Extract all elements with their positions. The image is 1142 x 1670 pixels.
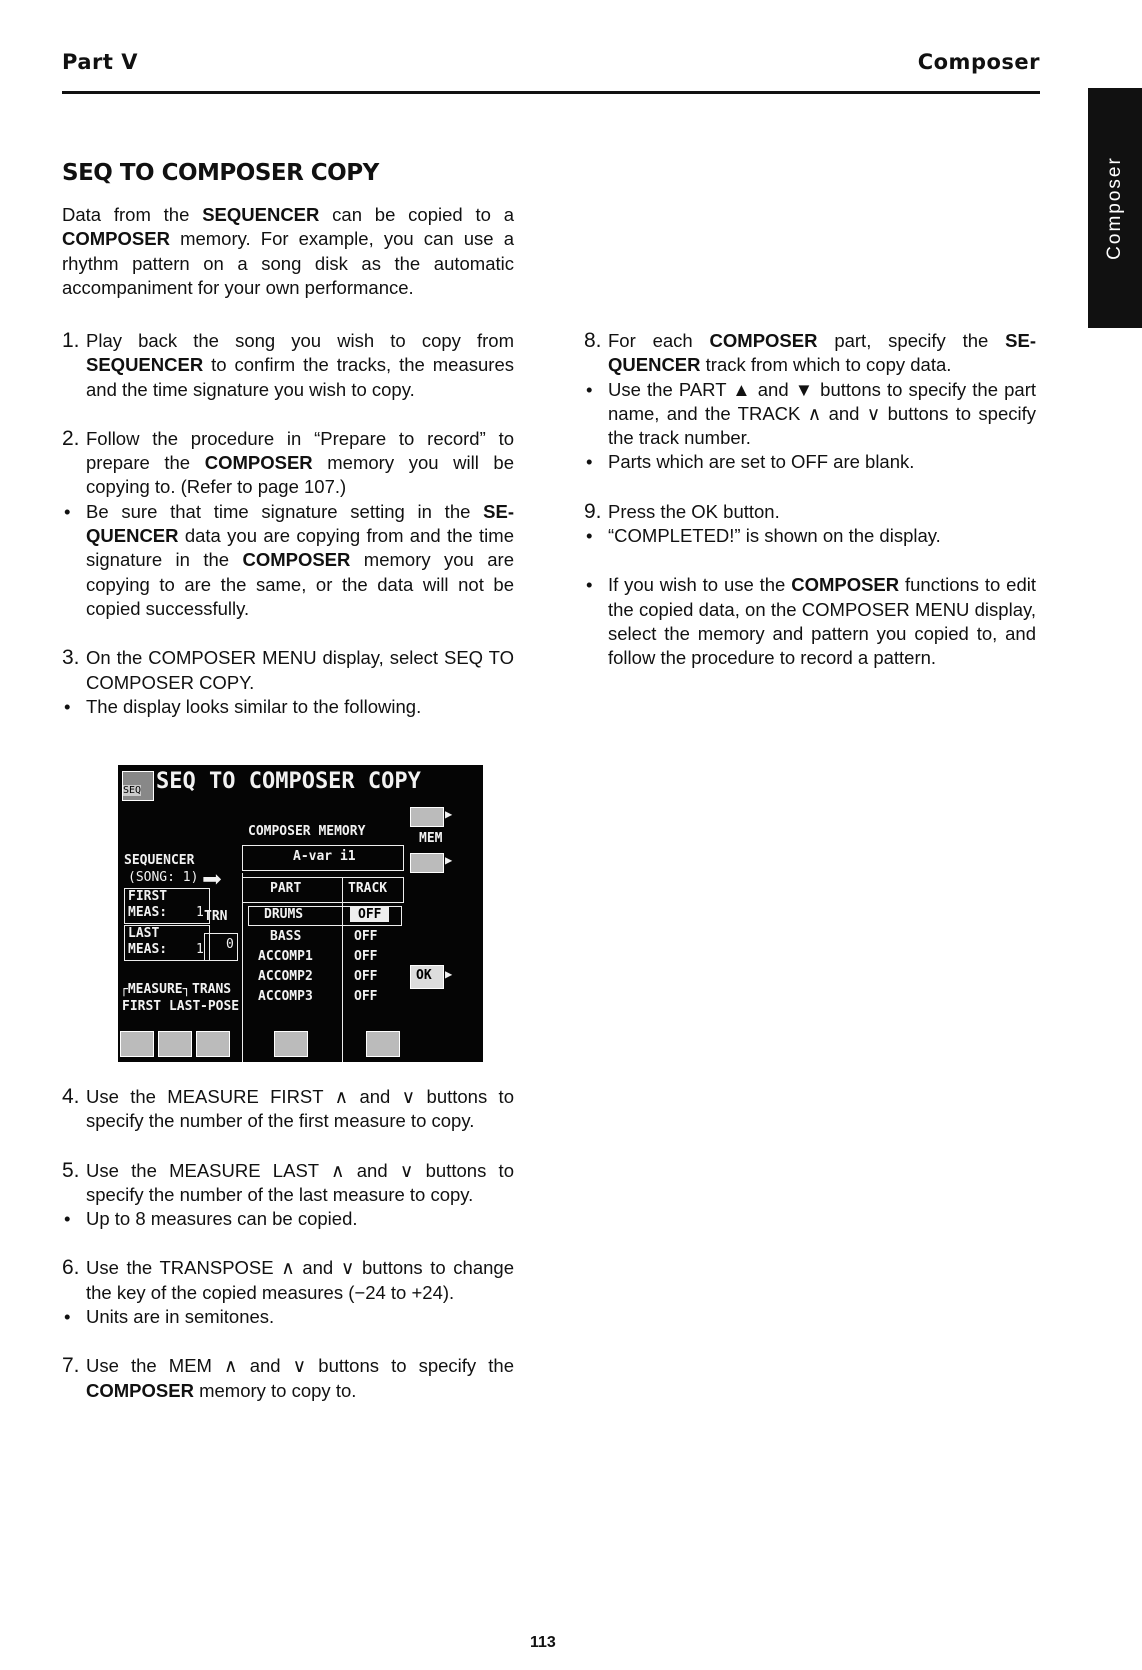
measure-first-button-icon[interactable] <box>120 1031 154 1057</box>
song-label: (SONG: 1) <box>128 870 199 885</box>
first-label: FIRST <box>128 889 168 904</box>
part-button-icon[interactable] <box>274 1031 308 1057</box>
step-8-bullet-2: • Parts which are set to OFF are blank. <box>584 450 1036 474</box>
part-name: BASS <box>270 929 302 944</box>
right-column <box>584 329 1036 671</box>
intro-paragraph: Data from the SEQUENCER can be copied to a COMPOSER memory. For example, you can use a rhythm pattern on a song disk as the automatic accompaniment for your own performance. <box>62 204 514 298</box>
display-title: SEQ TO COMPOSER COPY <box>156 769 421 794</box>
step-2-bullet: • Be sure that time signature setting in the SE-QUENCER data you are copying from and the time signature in the COMPOSER memory you are copying to are the same, or the data will not be copied successfully. <box>62 500 514 621</box>
lcd-display <box>118 765 483 1062</box>
track-header: TRACK <box>348 881 388 896</box>
trans-label: TRANS <box>192 982 232 997</box>
pose-label: -POSE <box>200 999 240 1014</box>
side-tab <box>1088 88 1142 328</box>
step-5: 5. Use the MEASURE LAST ∧ and ∨ buttons to specify the number of the last measure to copy. <box>62 1158 514 1205</box>
last-label: LAST <box>128 926 160 941</box>
transfer-arrow-icon: ➡ <box>202 860 223 900</box>
track-value-selected: OFF <box>350 907 389 922</box>
part-name: DRUMS <box>264 907 304 922</box>
step-4: 4. Use the MEASURE FIRST ∧ and ∨ buttons to specify the number of the first measure to copy. <box>62 1085 514 1132</box>
mem-up-arrow-icon: ▶ <box>445 807 453 821</box>
step-9: 9. Press the OK button. <box>584 499 780 523</box>
step-6: 6. Use the TRANSPOSE ∧ and ∨ buttons to change the key of the copied measures (−24 to +24). <box>62 1256 514 1303</box>
track-value: OFF <box>354 929 378 944</box>
ok-label: OK <box>416 968 432 983</box>
header-part: Part V <box>62 50 138 74</box>
ok-arrow-icon: ▶ <box>445 967 453 981</box>
mem-label: MEM <box>419 831 443 846</box>
mem-up-icon <box>410 807 444 827</box>
header-rule <box>62 91 1040 94</box>
step-3: 3. On the COMPOSER MENU display, select SEQ TO COMPOSER COPY. <box>62 646 514 693</box>
side-tab-label: Composer <box>1104 156 1125 260</box>
step-9-bullet: • “COMPLETED!” is shown on the display. <box>584 524 1036 548</box>
step-1: 1. Play back the song you wish to copy from SEQUENCER to confirm the tracks, the measures and the time signature you wish to copy. <box>62 329 514 400</box>
sequencer-label: SEQUENCER <box>124 853 195 868</box>
part-name: ACCOMP3 <box>258 989 313 1004</box>
mem-down-icon <box>410 853 444 873</box>
part-name: ACCOMP1 <box>258 949 313 964</box>
track-value: OFF <box>354 969 378 984</box>
first-meas-value: 1 <box>196 905 204 920</box>
step-3-bullet: • The display looks similar to the following. <box>62 695 514 719</box>
measure-last-button-icon[interactable] <box>158 1031 192 1057</box>
mem-down-arrow-icon: ▶ <box>445 853 453 867</box>
step-5-bullet: • Up to 8 measures can be copied. <box>62 1207 514 1231</box>
track-button-icon[interactable] <box>366 1031 400 1057</box>
first-last-label: FIRST LAST <box>122 999 201 1014</box>
step-6-bullet: • Units are in semitones. <box>62 1305 514 1329</box>
seq-icon-label: SEQ <box>123 785 142 796</box>
composer-memory-label: COMPOSER MEMORY <box>248 824 366 839</box>
step-8-bullet-1: • Use the PART ▲ and ▼ buttons to specify the part name, and the TRACK ∧ and ∨ buttons to specify the track number. <box>584 378 1036 451</box>
page-title: SEQ TO COMPOSER COPY <box>62 160 379 186</box>
step-2: 2. Follow the procedure in “Prepare to record” to prepare the COMPOSER memory you will be copying to. (Refer to page 107.) <box>62 426 515 498</box>
trn-value: 0 <box>226 937 234 952</box>
page-number: 113 <box>530 1634 556 1651</box>
track-value: OFF <box>354 949 378 964</box>
track-value: OFF <box>354 989 378 1004</box>
part-header: PART <box>270 881 302 896</box>
step-7: 7. Use the MEM ∧ and ∨ buttons to specify the COMPOSER memory to copy to. <box>62 1354 514 1401</box>
last-meas-value: 1 <box>196 942 204 957</box>
trn-label: TRN <box>204 909 228 924</box>
left-column <box>62 329 514 719</box>
final-bullet: • If you wish to use the COMPOSER functions to edit the copied data, on the COMPOSER MENU display, select the memory and pattern you copied to, and follow the procedure to record a pattern. <box>584 573 1036 670</box>
header-section: Composer <box>917 50 1040 74</box>
memory-value: A-var i1 <box>293 849 356 864</box>
part-name: ACCOMP2 <box>258 969 313 984</box>
first-meas-label: MEAS: <box>128 905 168 920</box>
transpose-button-icon[interactable] <box>196 1031 230 1057</box>
measure-bracket-label: ┌MEASURE┐ <box>120 982 191 997</box>
part-track-divider <box>342 877 343 1062</box>
last-meas-label: MEAS: <box>128 942 168 957</box>
step-8: 8. For each COMPOSER part, specify the SE-QUENCER track from which to copy data. <box>584 329 1036 376</box>
left-column-lower <box>62 1085 514 1403</box>
